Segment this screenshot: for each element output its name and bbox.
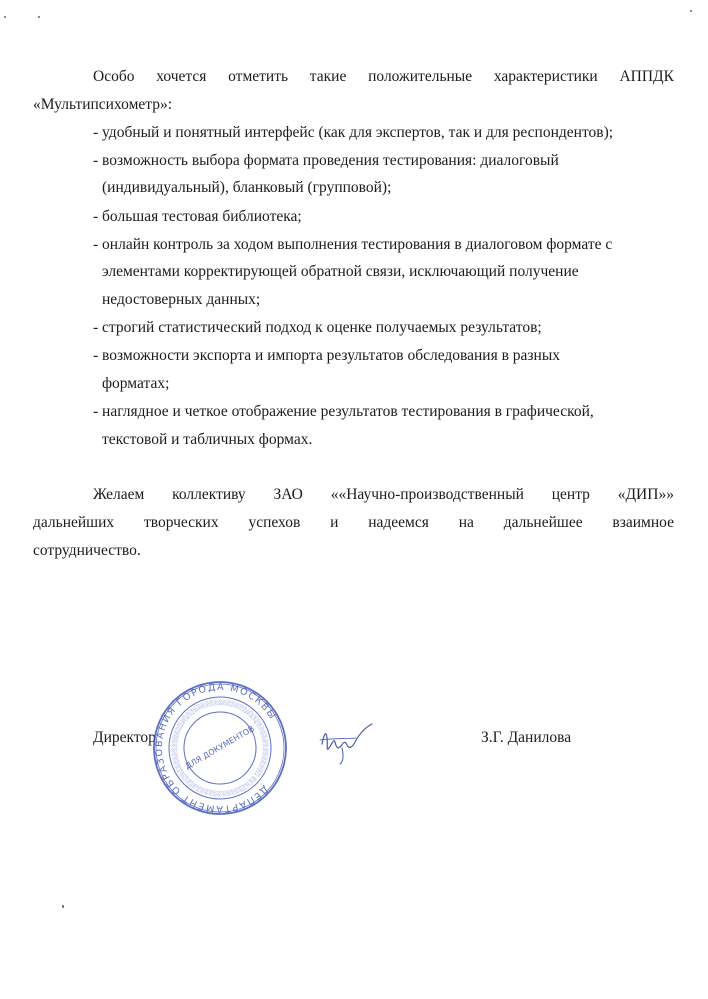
feature-item-4-line-1: - онлайн контроль за ходом выполнения тестирования в диалоговом формате с — [93, 236, 613, 253]
scan-speck — [38, 16, 40, 18]
stamp-inner-text: ДЛЯ ДОКУМЕНТОВ — [183, 724, 256, 771]
closing-word: ««Научно-производственный — [330, 486, 524, 503]
closing-word: коллективу — [172, 486, 246, 503]
signoff-position: Директор — [93, 729, 156, 746]
scan-speck — [62, 905, 64, 908]
feature-item-2-line-2: (индивидуальный), бланковый (групповой); — [102, 179, 392, 196]
feature-item-6-line-2: форматах; — [102, 375, 170, 392]
closing-word: центр — [551, 486, 590, 503]
intro-line-2: «Мультипсихометр»: — [33, 96, 173, 113]
intro-word: Особо — [93, 68, 135, 85]
closing-word: взаимное — [612, 514, 674, 531]
closing-word: «ДИП»» — [617, 486, 674, 503]
closing-word: дальнейших — [33, 514, 115, 531]
feature-item-7-line-1: - наглядное и четкое отображение результатов тестирования в графической, — [93, 403, 594, 420]
closing-line-3: сотрудничество. — [33, 542, 141, 559]
intro-word: хочется — [156, 68, 207, 85]
closing-word: Желаем — [93, 486, 145, 503]
closing-word: ЗАО — [273, 486, 303, 503]
intro-word: такие — [309, 68, 347, 85]
closing-word: творческих — [143, 514, 219, 531]
intro-word: характеристики — [493, 68, 598, 85]
feature-item-2-line-1: - возможность выбора формата проведения тестирования: диалоговый — [93, 152, 559, 169]
closing-line-1 — [93, 485, 674, 505]
svg-text:░░░░░░░░░░░░░░░░░░░░░░░░░░░░░░: ░░░░░░░░░░░░░░░░░░░░░░░░░░░░░░░░░░░░░░░░░░░░░░░░░░░░░░░░░░░░░░░░░░░░░░░░ — [171, 699, 269, 797]
feature-item-4-line-2: элементами корректирующей обратной связи, исключающий получение — [102, 263, 579, 280]
scan-speck — [690, 10, 692, 12]
scan-speck — [4, 16, 6, 18]
feature-item-6-line-1: - возможности экспорта и импорта результатов обследования в разных — [93, 347, 561, 364]
closing-line-2 — [33, 513, 674, 533]
signoff-name: З.Г. Данилова — [481, 729, 572, 746]
closing-word: и — [330, 514, 339, 531]
feature-item-7-line-2: текстовой и табличных формах. — [102, 431, 313, 448]
feature-item-4-line-3: недостоверных данных; — [102, 291, 261, 308]
feature-item-5: - строгий статистический подход к оценке получаемых результатов; — [93, 319, 542, 336]
signature — [312, 712, 402, 772]
stamp-outer-text: ДЕПАРТАМЕНТ ОБРАЗОВАНИЯ ГОРОДА МОСКВЫ — [153, 681, 279, 815]
closing-word: надеемся — [368, 514, 429, 531]
closing-word: на — [458, 514, 474, 531]
intro-word: положительные — [368, 68, 473, 85]
official-stamp — [150, 678, 290, 818]
feature-item-3: - большая тестовая библиотека; — [93, 208, 302, 225]
intro-word: АППДК — [619, 68, 674, 85]
intro-line-1 — [93, 67, 674, 87]
intro-word: отметить — [228, 68, 289, 85]
closing-word: дальнейшее — [503, 514, 583, 531]
closing-word: успехов — [248, 514, 301, 531]
feature-item-1: - удобный и понятный интерфейс (как для экспертов, так и для респондентов); — [93, 124, 614, 141]
